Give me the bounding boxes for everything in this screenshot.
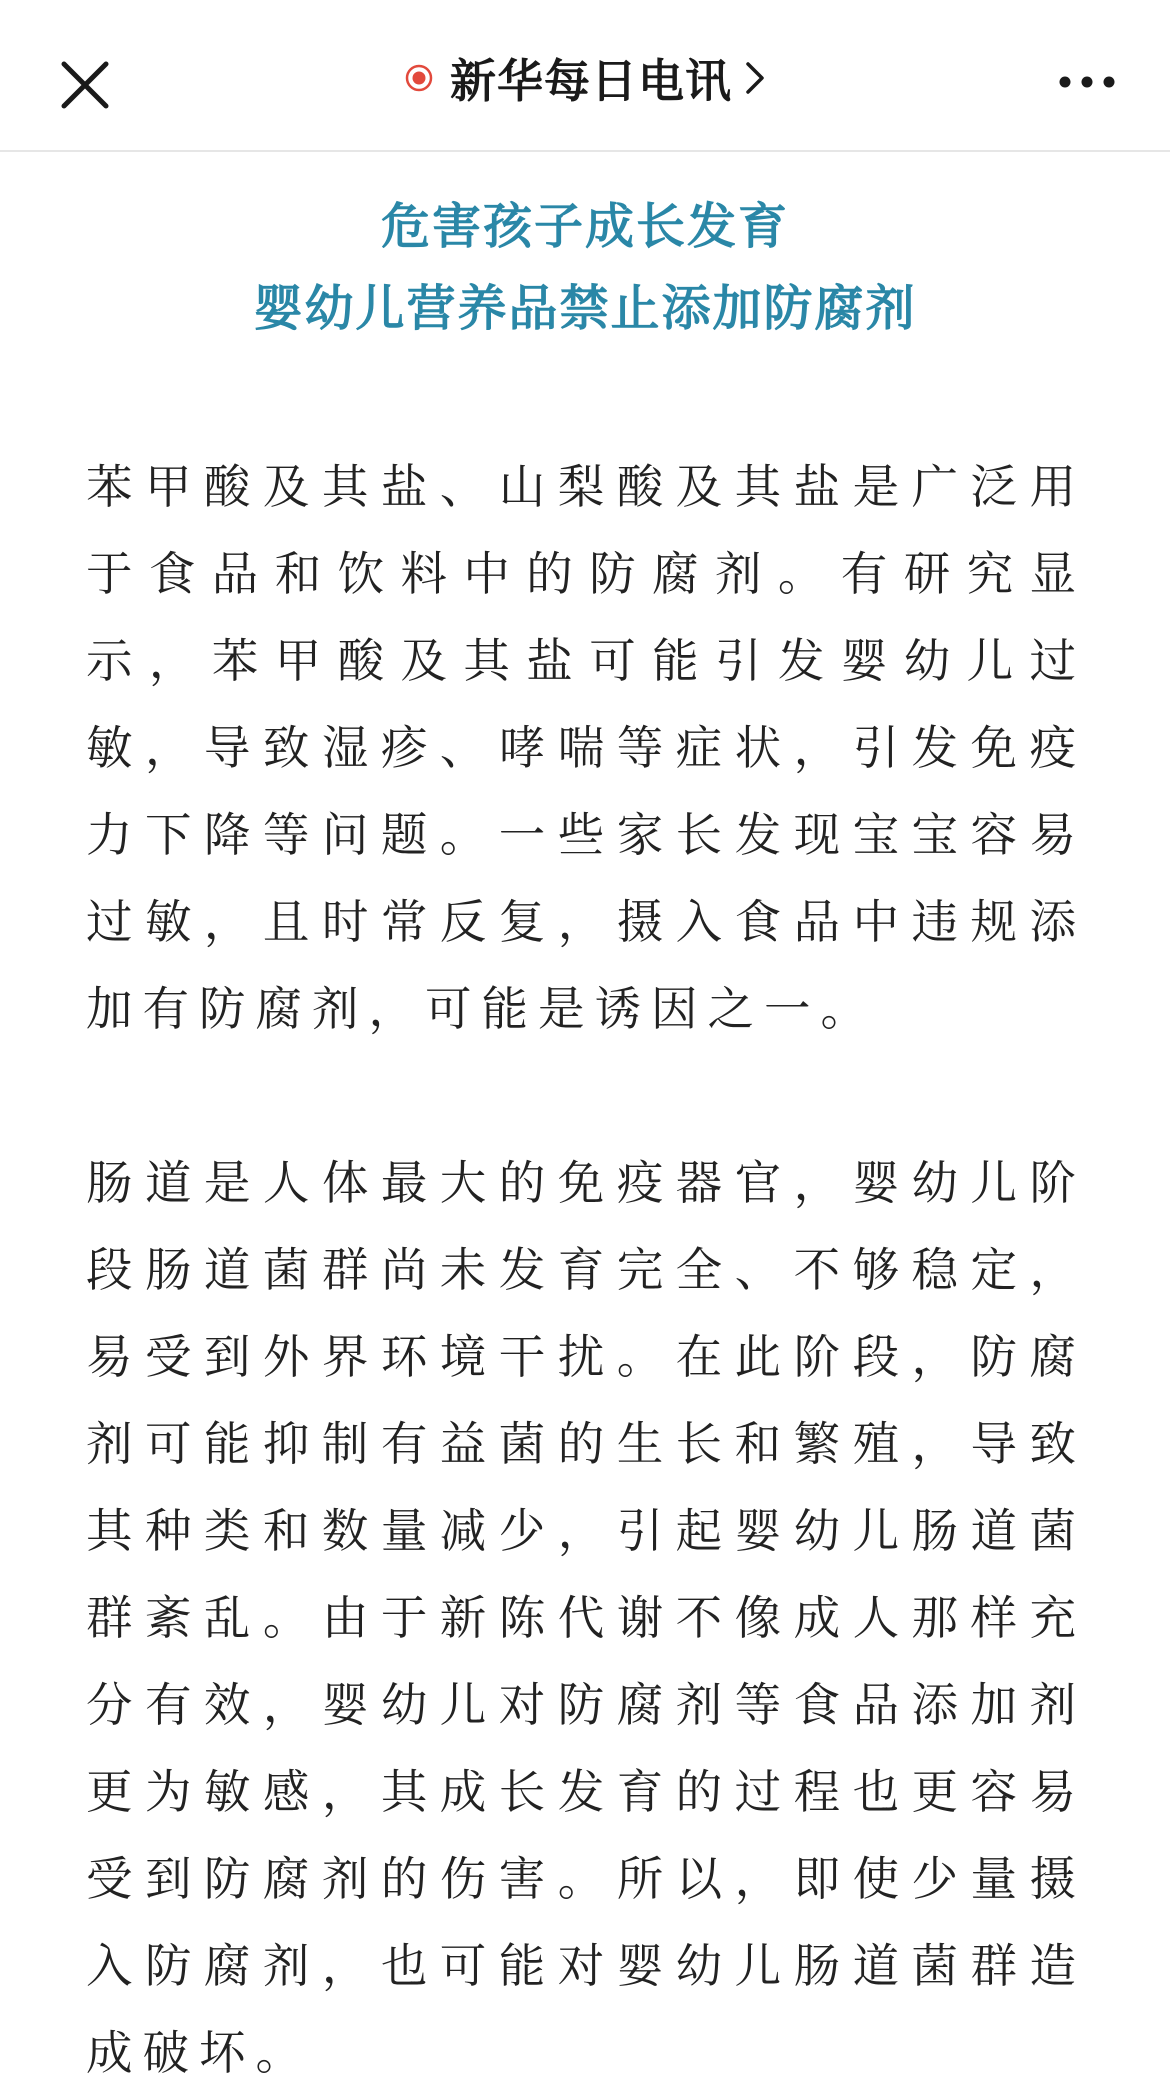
account-name: 新华每日电讯 xyxy=(450,54,732,108)
headline-line-1: 危害孩子成长发育 xyxy=(380,198,789,255)
account-dot-icon xyxy=(404,63,434,93)
article-paragraph: 苯甲酸及其盐、山梨酸及其盐是广泛用于食品和饮料中的防腐剂。有研究显示，苯甲酸及其盐可能引发婴幼儿过敏，导致湿疹、哮喘等症状，引发免疫力下降等问题。一些家长发现宝宝容易过敏，且时常反复，摄入食品中违规添加有防腐剂，可能是诱因之一。 xyxy=(86,460,1086,1036)
close-button[interactable] xyxy=(52,52,118,118)
more-button[interactable] xyxy=(1056,62,1118,102)
article-paragraph: 肠道是人体最大的免疫器官，婴幼儿阶段肠道菌群尚未发育完全、不够稳定，易受到外界环境干扰。在此阶段，防腐剂可能抑制有益菌的生长和繁殖，导致其种类和数量减少，引起婴幼儿肠道菌群紊乱。由于新陈代谢不像成人那样充分有效，婴幼儿对防腐剂等食品添加剂更为敏感，其成长发育的过程也更容易受到防腐剂的伤害。所以，即使少量摄入防腐剂，也可能对婴幼儿肠道菌群造成破坏。 xyxy=(86,1156,1086,2080)
close-icon xyxy=(52,52,118,118)
account-link[interactable] xyxy=(404,45,766,111)
headline-line-2: 婴幼儿营养品禁止添加防腐剂 xyxy=(253,280,917,337)
chevron-right-icon xyxy=(744,60,766,96)
article-headline xyxy=(0,186,1170,350)
top-nav-bar xyxy=(0,0,1170,152)
more-icon xyxy=(1056,62,1118,102)
